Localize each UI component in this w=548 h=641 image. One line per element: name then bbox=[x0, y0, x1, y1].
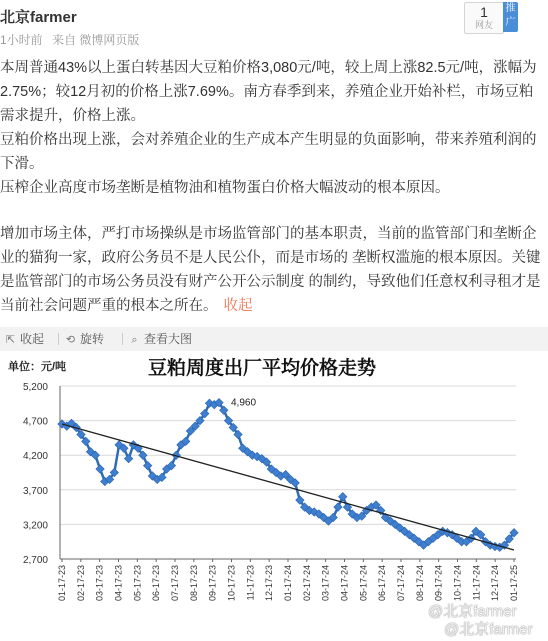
data-point bbox=[96, 465, 104, 473]
post-username[interactable]: 北京farmer bbox=[0, 9, 77, 26]
y-tick-label: 3,200 bbox=[22, 520, 48, 532]
x-tick-label: 01-17-25 bbox=[509, 565, 519, 602]
x-tick-label: 06-17-23 bbox=[151, 565, 162, 602]
x-tick-label: 07-17-23 bbox=[170, 565, 180, 602]
x-tick-label: 03-17-24 bbox=[320, 565, 331, 602]
y-tick-label: 3,700 bbox=[22, 485, 48, 497]
post-meta bbox=[0, 31, 145, 48]
post-paragraph: 压榨企业高度市场垄断是植物油和植物蛋白价格大幅波动的根本原因。 bbox=[0, 180, 450, 196]
data-point bbox=[334, 503, 342, 511]
x-tick-label: 12-17-24 bbox=[490, 565, 501, 602]
x-tick-label: 02-17-24 bbox=[301, 565, 312, 602]
post-paragraph: 增加市场主体，严打市场操纵是市场监管部门的基本职责，当前的监管部门和垄断企业的猫狗一家，政府公务员不是人民公仆，而是市场的 垄断权滥施的根本原因。关键是监管部门的市场公务员没有财产公开公示制度 的制约，导致他们任意权利寻租才是当前社会问题严重的根本之所在。 bbox=[0, 226, 541, 314]
collapse-text-link[interactable]: 收起 bbox=[223, 298, 253, 314]
x-tick-label: 01-17-23 bbox=[57, 565, 67, 602]
view-large-image-button[interactable] bbox=[128, 331, 192, 347]
watermark-line2: @北京farmer bbox=[444, 621, 533, 638]
data-point bbox=[124, 454, 132, 462]
x-tick-label: 12-17-23 bbox=[264, 565, 275, 602]
x-tick-label: 08-17-24 bbox=[414, 565, 425, 602]
x-tick-label: 08-17-23 bbox=[188, 565, 199, 602]
post-paragraph: 豆粕价格出现上涨，会对养殖企业的生产成本产生明显的负面影响，带来养殖利润的下滑。 bbox=[0, 132, 537, 172]
magnify-icon: ⌕ bbox=[131, 334, 138, 346]
x-tick-label: 05-17-23 bbox=[132, 565, 143, 602]
x-tick-label: 02-17-23 bbox=[75, 565, 86, 602]
rotate-label: 旋转 bbox=[80, 332, 105, 346]
collapse-image-button[interactable] bbox=[4, 331, 44, 347]
x-tick-label: 11-17-23 bbox=[245, 565, 256, 601]
post-paragraph: 本周普通43%以上蛋白转基因大豆粕价格3,080元/吨，较上周上涨82.5元/吨，涨幅为2.75%；较12月初的价格上涨7.69%。南方春季到来，养殖企业开始补栏，市场豆粕需求提升，价格上涨。 bbox=[0, 60, 537, 124]
image-toolbar bbox=[0, 327, 548, 351]
chart-title: 豆粕周度出厂平均价格走势 bbox=[147, 358, 377, 379]
view-large-label: 查看大图 bbox=[144, 332, 193, 346]
x-tick-label: 04-17-24 bbox=[339, 565, 350, 602]
post-header bbox=[0, 0, 548, 52]
rotate-image-button[interactable] bbox=[64, 331, 104, 347]
data-point bbox=[143, 461, 151, 469]
x-tick-label: 11-17-24 bbox=[471, 565, 482, 601]
chart-series bbox=[58, 398, 518, 551]
post-time[interactable]: 1小时前 bbox=[0, 33, 43, 47]
chart-image[interactable] bbox=[0, 352, 548, 636]
push-button[interactable]: 推广 bbox=[503, 2, 518, 32]
x-tick-label: 09-17-23 bbox=[207, 565, 218, 602]
post-content bbox=[0, 56, 546, 318]
x-tick-label: 01-17-24 bbox=[283, 565, 293, 602]
x-tick-label: 04-17-23 bbox=[113, 565, 124, 602]
vote-label: 网友 bbox=[474, 20, 493, 30]
y-tick-label: 2,700 bbox=[22, 555, 48, 566]
y-tick-label: 5,200 bbox=[22, 382, 48, 393]
post-source[interactable]: 来自 微博网页版 bbox=[52, 33, 140, 47]
x-tick-label: 09-17-24 bbox=[433, 565, 444, 602]
collapse-label: 收起 bbox=[20, 332, 45, 346]
x-tick-label: 07-17-24 bbox=[396, 565, 406, 602]
x-tick-label: 05-17-24 bbox=[358, 565, 369, 602]
x-tick-label: 03-17-23 bbox=[94, 565, 105, 602]
chart-unit-label: 单位：元/吨 bbox=[8, 361, 67, 373]
x-tick-label: 10-17-23 bbox=[226, 565, 237, 602]
peak-annotation: 4,960 bbox=[231, 397, 257, 409]
vote-count: 1 bbox=[480, 4, 488, 20]
collapse-icon: ⇱ bbox=[5, 334, 16, 346]
y-tick-label: 4,700 bbox=[22, 416, 48, 428]
y-tick-label: 4,200 bbox=[22, 451, 48, 463]
x-tick-label: 10-17-24 bbox=[452, 565, 463, 602]
data-point bbox=[339, 493, 347, 501]
trend-line bbox=[62, 424, 514, 550]
vote-button[interactable] bbox=[464, 2, 504, 34]
post-paragraph-last bbox=[0, 222, 546, 318]
chart-labels bbox=[23, 382, 519, 601]
x-tick-label: 06-17-24 bbox=[377, 565, 388, 602]
price-chart bbox=[0, 352, 548, 636]
watermark-line1: @北京farmer bbox=[428, 603, 517, 620]
rotate-icon: ⟲ bbox=[65, 334, 76, 346]
